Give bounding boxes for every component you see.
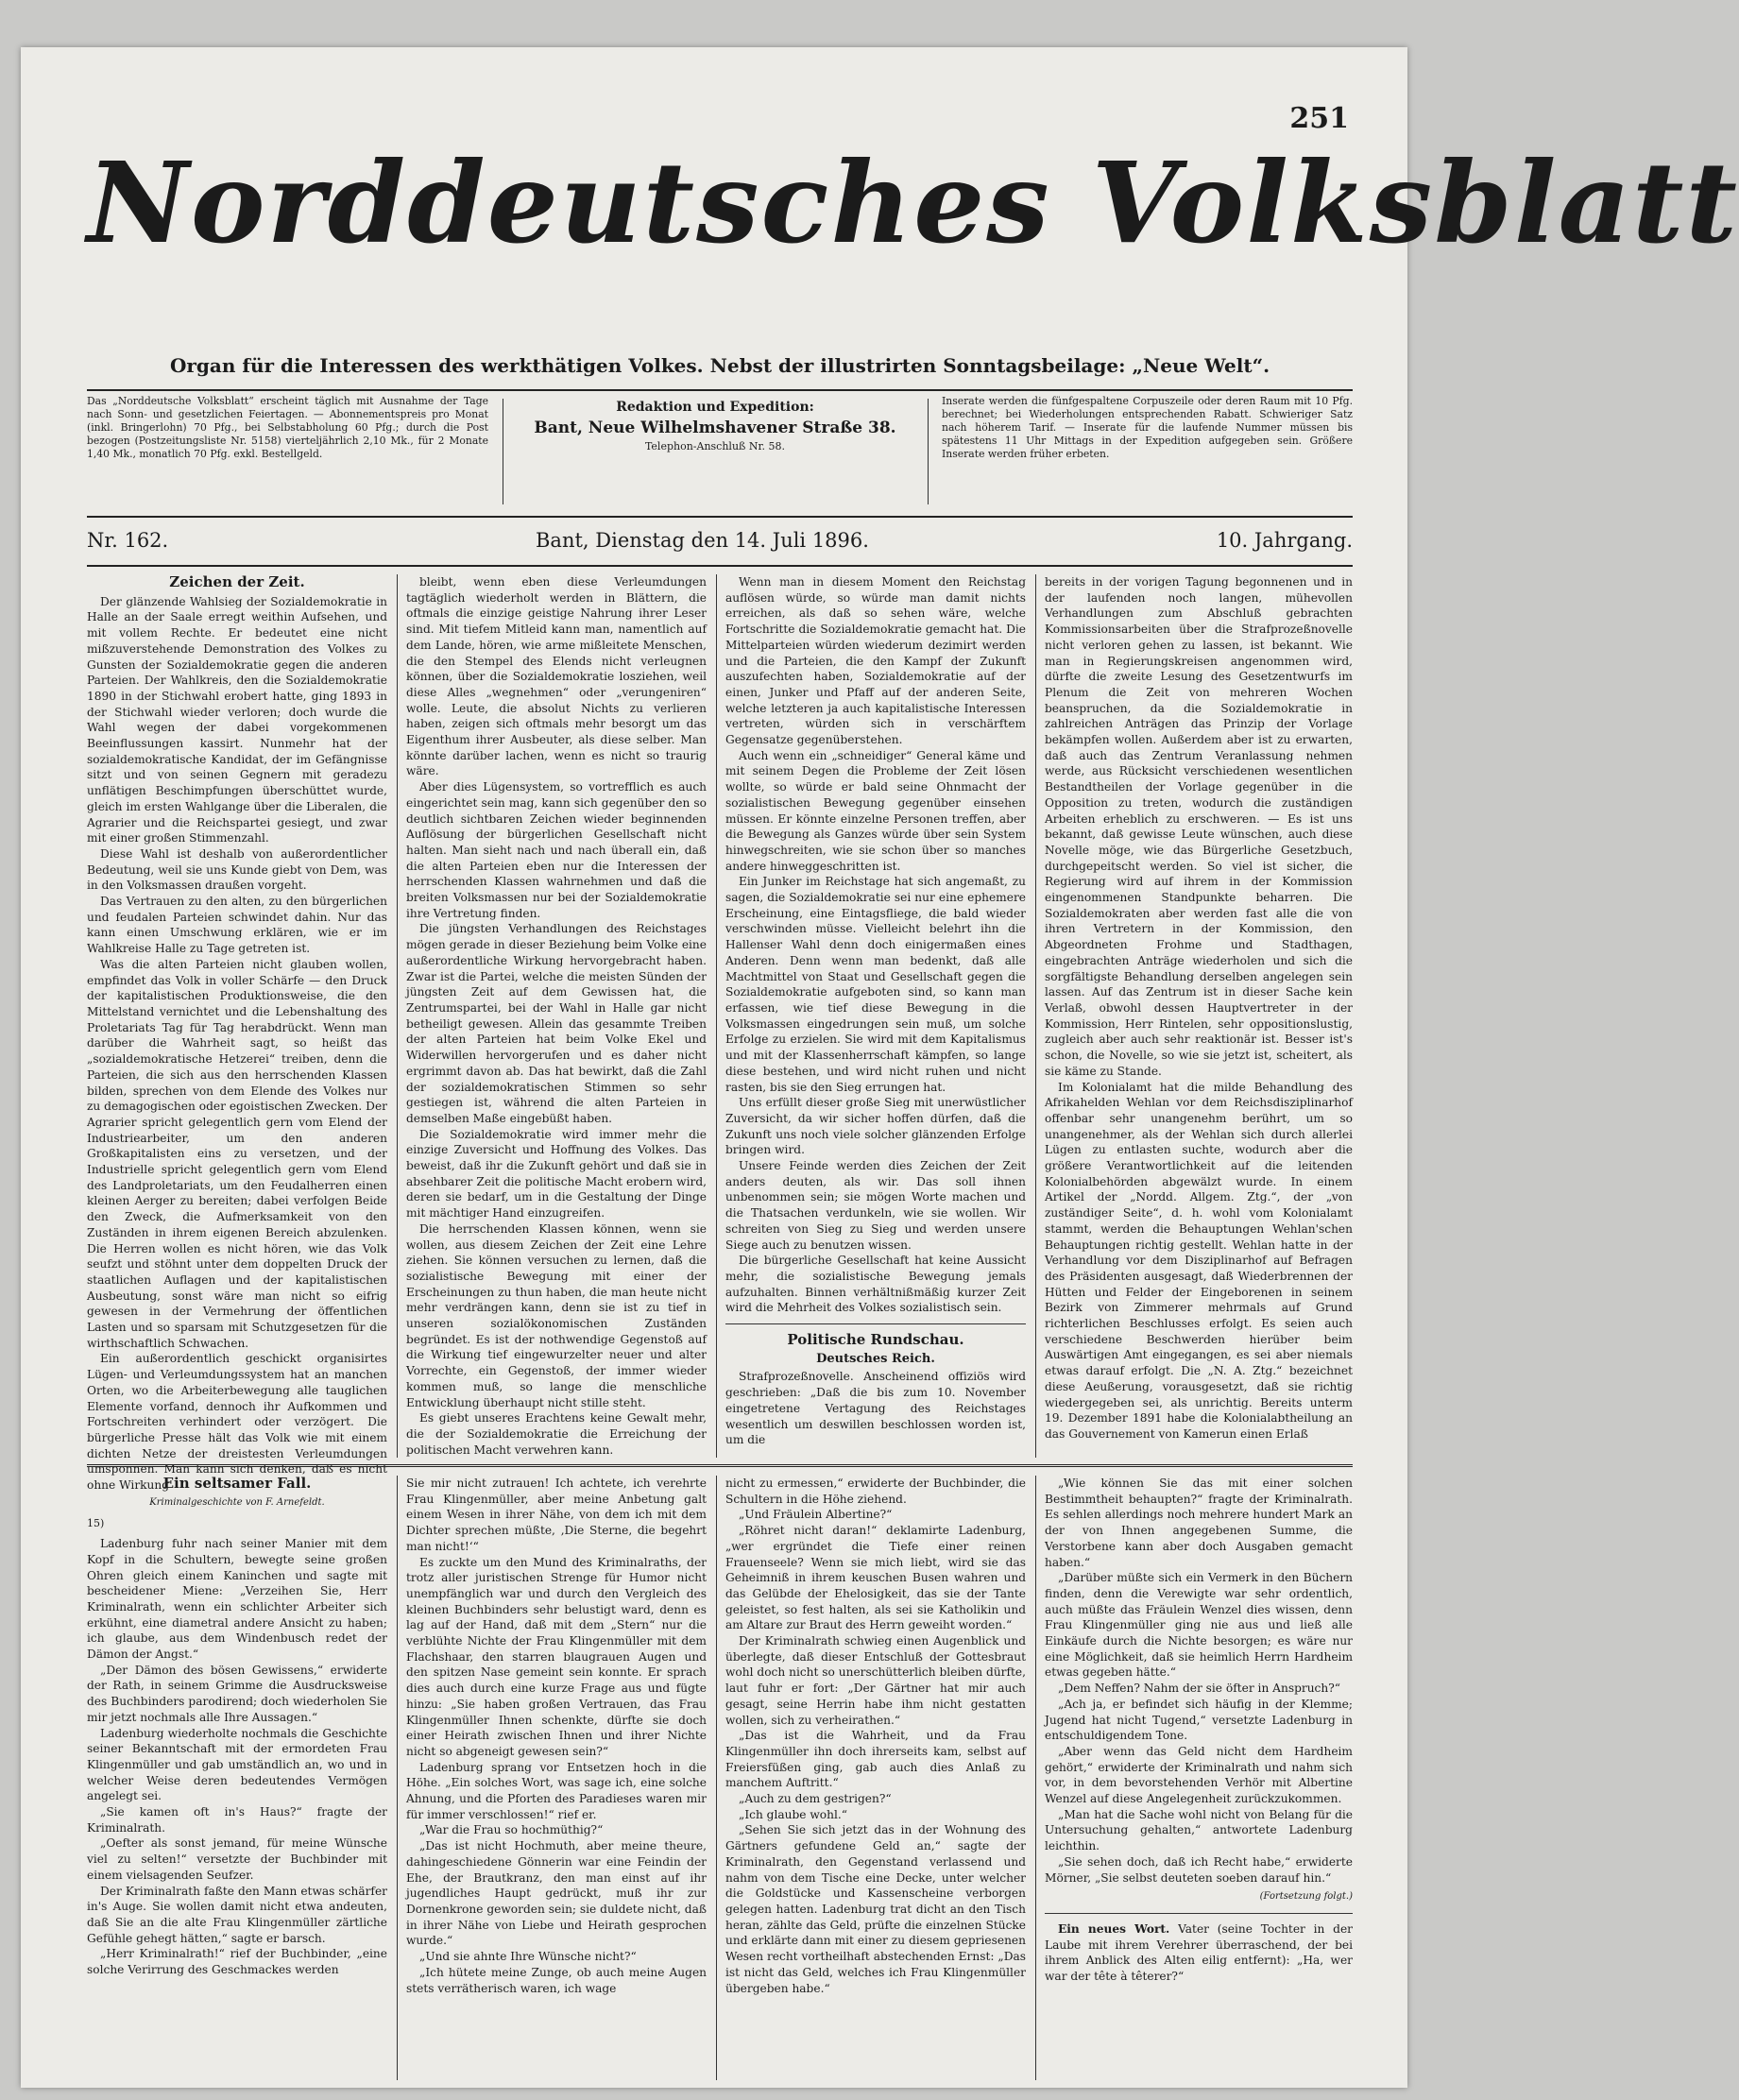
column-rule [1035,1476,1036,2080]
feuilleton-paragraph: „Herr Kriminalrath!“ rief der Buchbinder, „eine solche Verirrung des Geschmackes werden [87,1947,387,1977]
column-rule [397,574,398,1458]
article-paragraph: Im Kolonialamt hat die milde Behandlung des Afrikahelden Wehlan vor dem Reichsdisziplinarhof offenbar sehr unangenehm berührt, um so unangenehmer, als der Wehlan sich durch allerlei Lügen zu entlasten suchte, wodurch aber die größere Verantwortlichkeit auf die leitenden Kolonialbehörden abgewälzt wurde. In einem Artikel der „Nordd. Allgem. Ztg.“, der „von zuständiger Seite“, d. h. wohl vom Kolonialamt stammt, werden die Behauptungen Wehlan'schen Behauptungen richtig gestellt. Wehlan hatte in der Verhandlung vor dem Disziplinarhof auf Befragen des Präsidenten ausgesagt, daß Wiederbrennen der Hütten und Felder der Eingeborenen in seinem Bezirk von Zimmerer mehrmals auf Grund richterlichen Beschlusses erfolgt. Es seien auch verschiedene Beschwerden hierüber beim Auswärtigen Amt eingegangen, es sei aber niemals etwas darauf erfolgt. Die „N. A. Ztg.“ bezeichnet diese Aeußerung, vorausgesetzt, daß sie richtig wiedergegeben sei, als unrichtig. Bereits unterm 19. Dezember 1891 habe die Kolonialabtheilung an das Gouvernement von Kamerun einen Erlaß [1045,1080,1353,1441]
feuilleton-column-3 [725,1476,1026,2080]
feuilleton-rule [87,1464,1353,1467]
article-paragraph: Die jüngsten Verhandlungen des Reichstages mögen gerade in dieser Beziehung beim Volke eine außerordentliche Wirkung hervorgebracht haben. Zwar ist die Partei, welche die meisten Sünden der jüngsten Zeit auf dem Gewissen hat, die Zentrumspartei, bei der Wahl in Halle gar nicht betheiligt gewesen. Allein das gesammte Treiben der alten Parteien hat beim Volke Ekel und Widerwillen hervorgerufen und es daher nicht ergrimmt davon ab. Das hat bewirkt, daß die Zahl der sozialdemokratischen Stimmen so sehr gestiegen ist, während die alten Parteien in demselben Maße eingebüßt haben. [406,922,707,1125]
feuilleton-paragraph: „Oefter als sonst jemand, für meine Wünsche viel zu selten!“ versetzte der Buchbinder mit einem vielsagenden Seufzer. [87,1836,387,1882]
article-paragraph: Das Vertrauen zu den alten, zu den bürgerlichen und feudalen Parteien schwindet dahin. Nur das kann einen Umschwung erklären, wie er im Wahlkreise Halle zu Tage getreten ist. [87,895,387,956]
article-column-2 [406,574,707,1458]
article-column-3 [725,574,1026,1458]
article-paragraph: bereits in der vorigen Tagung begonnenen und in der laufenden noch langen, mühevollen Verhandlungen zum Abschluß gebrachten Kommissionsarbeiten über die Strafprozeßnovelle nicht verloren gehen zu lassen, ist bekannt. Wie man in Regierungskreisen angenommen wird, dürfte die zweite Lesung des Gesetzentwurfs im Plenum die Zeit von mehreren Wochen beanspruchen, da die Sozialdemokratie in zahlreichen Anträgen das Prinzip der Vorlage bekämpfen wollen. Außerdem aber ist zu erwarten, daß auch das Zentrum Veranlassung nehmen werde, aus Rücksicht verschiedenen wesentlichen Bestandtheilen der Vorlage gegenüber in die Opposition zu treten, wodurch die zuständigen Arbeiten erheblich zu erschweren. — Es ist uns bekannt, daß gewisse Leute wünschen, auch diese Novelle möge, wie das Bürgerliche Gesetzbuch, durchgepeitscht werden. So viel ist sicher, die Regierung wird auf ihrem in der Kommission eingenommenen Standpunkte beharren. Die Sozialdemokraten aber werden fast alle die von ihren Vertretern in der Kommission, den Abgeordneten Frohme und Stadthagen, eingebrachten Anträge wiederholen und sich die sorgfältigste Behandlung derselben angelegen sein lassen. Auf das Zentrum ist in dieser Sache kein Verlaß, obwohl dessen Hauptvertreter in der Kommission, Herr Rintelen, sehr oppositionslustig, zugleich aber auch sehr reaktionär ist. Besser ist's schon, die Novelle, so wie sie jetzt ist, scheitert, als sie käme zu Stande. [1045,575,1353,1078]
feuilleton-paragraph: „Ach ja, er befindet sich häufig in der Klemme; Jugend hat nicht Tugend,“ versetzte Ladenburg in entschuldigendem Tone. [1045,1697,1353,1743]
section-rule [725,1323,1026,1324]
feuilleton-paragraph: „Man hat die Sache wohl nicht von Belang für die Untersuchung gehalten,“ antwortete Ladenburg leichthin. [1045,1807,1353,1853]
article-paragraph: Die bürgerliche Gesellschaft hat keine Aussicht mehr, die sozialistische Bewegung jemals aufzuhalten. Binnen verhältnißmäßig kurzer Zeit wird die Mehrheit des Volkes sozialistisch sein. [725,1254,1026,1315]
feuilleton-paragraph: „Und sie ahnte Ihre Wünsche nicht?“ [419,1950,637,1964]
feuilleton-paragraph: „Ich glaube wohl.“ [739,1807,848,1821]
article-paragraph: Ein außerordentlich geschickt organisirtes Lügen- und Verleumdungssystem hat an manchen Orten, wo die Arbeiterbewegung alle tauglichen Elemente vorfand, dennoch ihr Aufkommen und Fortschreiten verhindert oder verzögert. Die bürgerliche Presse hält das Volk wie mit einem dichten Netze der dreistesten Verleumdungen umsponnen. Man kann sich denken, daß es nicht ohne Wirkung [87,1352,387,1493]
feuilleton-paragraph: „Sie kamen oft in's Haus?“ fragte der Kriminalrath. [87,1805,387,1835]
article-column-4 [1045,574,1353,1458]
page-content [87,47,1739,2088]
article-paragraph: Es giebt unseres Erachtens keine Gewalt mehr, die der Sozialdemokratie die Erreichung der politischen Macht verwehren kann. [406,1411,707,1457]
feuilleton-paragraph: „Sie sehen doch, daß ich Recht habe,“ erwiderte Mörner, „Sie selbst deuteten soeben darauf hin.“ [1045,1854,1353,1885]
misc-text: Vater (seine Tochter in der Laube mit ihrem Verehrer überraschend, der bei ihrem Anblick des Alten eilig entfernt): „Ha, wer war der tête à têterer?“ [1045,1921,1354,1984]
article-paragraph: Der glänzende Wahlsieg der Sozialdemokratie in Halle an der Saale erregt weithin Aufsehen, und mit vollem Rechte. Er bedeutet eine nicht mißzuverstehende Demonstration des Volkes zu Gunsten der Sozialdemokratie gegen die anderen Parteien. Der Wahlkreis, den die Sozialdemokratie 1890 in der Stichwahl erobert hatte, ging 1893 in der Stichwahl wieder verloren; doch wurde die Wahl wegen der dabei vorgekommenen Beeinflussungen kassirt. Nunmehr hat der sozialdemokratische Kandidat, der im Gefängnisse sitzt und von seinen Gegnern mit geradezu unflätigen Beschimpfungen überschüttet wurde, gleich im ersten Wahlgange über die Liberalen, die Agrarier und die Reichspartei gesiegt, und zwar mit einer großen Stimmenzahl. [87,594,387,845]
article-paragraph: Wenn man in diesem Moment den Reichstag auflösen würde, so würde man damit nichts erreichen, als daß so sehen wäre, welche Fortschritte die Sozialdemokratie gemacht hat. Die Mittelparteien würden wiederum dezimirt werden und die Parteien, die den Kampf der Zukunft auszufechten haben, Sozialdemokratie auf der einen, Junker und Pfaff auf der anderen Seite, welche letzteren ja auch kapitalistische Interessen vertreten, würden sich in verschärftem Gegensatze gegenüberstehen. [725,575,1026,747]
info-separator-right [928,399,929,504]
article-paragraph: Die herrschenden Klassen können, wenn sie wollen, aus diesem Zeichen der Zeit eine Lehre ziehen. Sie können versuchen zu lernen, daß die sozialistische Bewegung mit einer der Erscheinungen zu thun haben, die man heute nicht mehr verdrängen kann, denn sie ist zu tief in unseren sozialökonomischen Zuständen begründet. Es ist der nothwendige Gegenstoß auf die Wirkung tief eingewurzelter neuer und alter Vorrechte, ein Gegenstoß, der immer wieder kommen muß, so lange die menschliche Entwicklung überhaupt nicht stille steht. [406,1221,707,1409]
column-rule [1035,574,1036,1458]
office-heading: Redaktion und Expedition: [616,400,814,415]
header-rule-middle [87,516,1353,518]
issue-dateline [87,529,1353,561]
issue-volume: 10. Jahrgang. [1216,529,1353,552]
feuilleton-instalment-number: 15) [87,1517,105,1530]
article-paragraph: Was die alten Parteien nicht glauben wollen, empfindet das Volk in voller Schärfe — den Druck der kapitalistischen Produktionsweise, die den Mittelstand vernichtet und die Lebenshaltung des Proletariats Tag für Tag herabdrückt. Wenn man darüber die Wahrheit sagt, so heißt das „sozialdemokratische Hetzerei“ treiben, denn die Parteien, die sich aus den herrschenden Klassen bilden, sprechen von dem Elende des Volkes nur zu demagogischen oder egoistischen Zwecken. Der Agrarier spricht gelegentlich gern vom Elend der Industriearbeiter, um den anderen Großkapitalisten eins zu versetzen, und der Industrielle spricht gelegentlich gern vom Elend des Landproletariats, um den Feudalherren einen kleinen Aerger zu bereiten; dabei verfolgen Beide den Zweck, die Aufmerksamkeit von den Zuständen in ihrem eigenen Bereich abzulenken. Die Herren wollen es nicht hören, wie das Volk seufzt und stöhnt unter dem doppelten Druck der staatlichen Auflagen und der kapitalistischen Ausbeutung, sonst wäre man nicht so eifrig gewesen in der Vermehrung der öffentlichen Lasten und so sparsam mit Schutzgesetzen für die wirthschaftlich Schwachen. [87,957,387,1350]
issue-date: Bant, Dienstag den 14. Juli 1896. [536,529,869,552]
feuilleton-paragraph: „Auch zu dem gestrigen?“ [739,1792,892,1806]
feuilleton-paragraph: „Darüber müßte sich ein Vermerk in den Büchern finden, denn die Verewigte war sehr ordentlich, auch müßte das Fräulein Wenzel dies wissen, denn Frau Klingenmüller ging nie aus und ließ alle Einkäufe durch die Nichte besorgen; es wäre nur eine Möglichkeit, daß sie heimlich Herrn Hardheim etwas gegeben hätte.“ [1045,1571,1353,1680]
article-paragraph: Diese Wahl ist deshalb von außerordentlicher Bedeutung, weil sie uns Kunde giebt von Dem, was in den Volksmassen draußen vorgeht. [87,846,387,893]
misc-title: Ein neues Wort. [1058,1921,1170,1936]
article-paragraph: Auch wenn ein „schneidiger“ General käme und mit seinem Degen die Probleme der Zeit lösen wollte, so würde er bald seine Ohnmacht der sozialistischen Bewegung gegenüber einsehen müssen. Er könnte einzelne Personen treffen, aber die Bewegung als Ganzes würde über sein System hinwegschreiten, wie sie schon über so manches andere hinweggeschritten ist. [725,748,1026,873]
feuilleton-paragraph: „Wie können Sie das mit einer solchen Bestimmtheit behaupten?“ fragte der Kriminalrath. Es sehlen allerdings noch mehrere hundert Mark an der von Ihnen angegebenen Summe, die Verstorbene kann aber doch Ausgaben gemacht haben.“ [1045,1477,1353,1569]
header-rule-top [87,389,1353,391]
feuilleton-paragraph: Sie mir nicht zutrauen! Ich achtete, ich verehrte Frau Klingenmüller, aber meine Anbetung galt einem Wesen in ihrer Nähe, von dem ich mit dem Dichter sprechen müßte, ‚Die Sterne, die begehrt man nicht!‘“ [406,1477,707,1553]
feuilleton-paragraph: Ladenburg fuhr nach seiner Manier mit dem Kopf in die Schultern, bewegte seine großen Ohren gleich einem Kaninchen und sagte mit bescheidener Miene: „Verzeihen Sie, Herr Kriminalrath, wenn ein schlichter Arbeiter sich erkühnt, eine diametral andere Ansicht zu haben; ich glaube, aus dem Windenbusch redet der Dämon der Angst.“ [87,1537,387,1662]
feuilleton-column-4 [1045,1476,1353,2080]
feuilleton-subtitle: Kriminalgeschichte von F. Arnefeldt. [149,1496,325,1508]
continuation-note: (Fortsetzung folgt.) [1259,1891,1353,1903]
masthead-subtitle: Organ für die Interessen des werkthätigen Volkes. Nebst der illustrirten Sonntagsbeilage: „Neue Welt“. [169,354,1270,377]
feuilleton-paragraph: „Das ist die Wahrheit, und da Frau Klingenmüller ihn doch ihrerseits kam, selbst auf Freiersfüßen ging, gab auch dies Anlaß zu manchem Auftritt.“ [725,1729,1026,1790]
feuilleton-paragraph: Der Kriminalrath schwieg einen Augenblick und überlegte, daß dieser Entschluß der Gottesbraut wohl doch nicht so unerschütterlich bleiben dürfte, laut fuhr er fort: „Der Gärtner hat mir auch gesagt, seine Herrin habe ihm nicht gestatten wollen, sich zu verheirathen.“ [725,1634,1026,1727]
feuilleton-paragraph: nicht zu ermessen,“ erwiderte der Buchbinder, die Schultern in die Höhe ziehend. [725,1477,1026,1506]
feuilleton-paragraph: Der Kriminalrath faßte den Mann etwas schärfer in's Auge. Sie wollen damit nicht etwa andeuten, daß Sie an die alte Frau Klingenmüller zärtliche Gefühle gehegt hätten,“ sagte er barsch. [87,1884,387,1945]
article-paragraph: Die Sozialdemokratie wird immer mehr die einzige Zuversicht und Hoffnung des Volkes. Das beweist, daß ihr die Zukunft gehört und daß sie in absehbarer Zeit die politische Macht erobern wird, deren sie bedarf, um in die Gestaltung der Dinge mit mächtiger Hand einzugreifen. [406,1127,707,1221]
rundschau-paragraph: Strafprozeßnovelle. Anscheinend offiziös wird geschrieben: „Daß die bis zum 10. November eingetretene Vertagung des Reichstages wesentlich um deswillen beschlossen worden ist, um die [725,1370,1026,1447]
feuilleton-paragraph: „Und Fräulein Albertine?“ [739,1508,893,1522]
page-number: 251 [1289,102,1349,135]
feuilleton-title: Ein seltsamer Fall. [162,1475,312,1492]
feuilleton-paragraph: Es zuckte um den Mund des Kriminalraths, der trotz aller juristischen Strenge für Humor nicht unempfänglich war und durch den Vergleich des kleinen Buchbinders sehr belustigt ward, denn es lag auf der Hand, daß mit dem „Stern“ nur die verblühte Nichte der Frau Klingenmüller mit dem Flachshaar, den starren blaugrauen Augen und den spitzen Nase gemeint sein konnte. Er sprach dies auch durch eine kurze Frage aus und fügte hinzu: „Sie haben großen Vertrauen, das Frau Klingenmüller Ihnen schenkte, dürfte sie doch einer Heirath zwischen Ihnen und ihrer Nichte nicht so abgeneigt gewesen sein?“ [406,1555,707,1758]
feuilleton-paragraph: „War die Frau so hochmüthig?“ [419,1823,604,1837]
feuilleton-column-1 [87,1476,387,2080]
masthead-title: Norddeutsches Volksblatt [87,137,1739,268]
feuilleton-paragraph: „Das ist nicht Hochmuth, aber meine theure, dahingeschiedene Gönnerin war eine Feindin der Ehe, der Brautkranz, den man einst auf ihr jugendliches Haupt gedrückt, muß ihr zur Dornenkrone geworden sein; sie duldete nicht, daß in ihrer Nähe von Liebe und Heirath gesprochen wurde.“ [406,1839,707,1948]
header-rule-bottom [87,565,1353,567]
rundschau-title: Politische Rundschau. [787,1331,964,1349]
feuilleton-paragraph: „Röhret nicht daran!“ deklamirte Ladenburg, „wer ergründet die Tiefe einer reinen Frauenseele? Wenn sie mich liebt, wird sie das Geheimniß in ihrem keuschen Busen wahren und das Gelübde der Ehelosigkeit, das sie der Tante geleistet, so fest halten, als sei sie Katholikin und am Altare zur Braut des Herrn geweiht worden.“ [725,1524,1026,1632]
office-address: Bant, Neue Wilhelmshavener Straße 38. [534,418,896,437]
article-paragraph: Unsere Feinde werden dies Zeichen der Zeit anders deuten, als wir. Das soll ihnen unbenommen sein; sie mögen Worte machen und die Thatsachen verdunkeln, wie sie wollen. Wir schreiten von Sieg zu Sieg und werden unsere Siege auch zu benutzen wissen. [725,1159,1026,1252]
feuilleton-paragraph: „Der Dämon des bösen Gewissens,“ erwiderte der Rath, in seinem Grimme die Ausdrucksweise des Buchbinders parodirend; doch wiederholen Sie mir jetzt nochmals alle Ihre Aussagen.“ [87,1663,387,1724]
advertising-info: Inserate werden die fünfgespaltene Corpuszeile oder deren Raum mit 10 Pfg. berechnet; bei Wiederholungen entsprechenden Rabatt. Schwieriger Satz nach höherem Tarif. — Inserate für die laufende Nummer müssen bis spätestens 11 Uhr Mittags in der Expedition aufgegeben sein. Größere Inserate werden früher erbeten. [942,395,1353,460]
office-telephone: Telephon-Anschluß Nr. 58. [644,440,786,452]
feuilleton-paragraph: Ladenburg wiederholte nochmals die Geschichte seiner Bekanntschaft mit der ermordeten Frau Klingenmüller und gab umständlich an, wo und in welcher Weise deren bedeutendes Vermögen angelegt sei. [87,1726,387,1803]
feuilleton-paragraph: Ladenburg sprang vor Entsetzen hoch in die Höhe. „Ein solches Wort, was sage ich, eine solche Ahnung, und die Pforten des Paradieses waren mir für immer verschlossen!“ rief er. [406,1760,707,1821]
article-title: Zeichen der Zeit. [169,573,305,590]
feuilleton-column-2 [406,1476,707,2080]
article-paragraph: Uns erfüllt dieser große Sieg mit unerwüstlicher Zuversicht, da wir sicher hoffen dürfen, daß die Zukunft uns noch viele solcher glänzenden Erfolge bringen wird. [725,1096,1026,1157]
column-rule [397,1476,398,2080]
feuilleton-paragraph: „Ich hütete meine Zunge, ob auch meine Augen stets verrätherisch waren, ich wage [406,1965,707,1995]
article-paragraph: Ein Junker im Reichstage hat sich angemaßt, zu sagen, die Sozialdemokratie sei nur eine ephemere Erscheinung, eine Eintagsfliege, die bald wieder verschwinden müsse. Vielleicht belehrt ihn die Hallenser Wahl denn doch einigermaßen eines Anderen. Denn wenn man bedenkt, daß alle Machtmittel von Staat und Gesellschaft gegen die Sozialdemokratie aufgeboten sind, so kann man erfassen, wie tief diese Bewegung in die Volksmassen eingedrungen sein muß, um solche Erfolge zu erzielen. Sie wird mit dem Kapitalismus und mit der Klassenherrschaft kämpfen, so lange diese bestehen, und wird nicht ruhen und nicht rasten, bis sie den Sieg errungen hat. [725,875,1026,1094]
editorial-office-info [517,395,913,508]
newspaper-page [21,47,1739,2088]
article-paragraph: bleibt, wenn eben diese Verleumdungen tagtäglich wiederholt werden in Blättern, die oftmals die einzige geistige Nahrung ihrer Leser sind. Mit tiefem Mitleid kann man, namentlich auf dem Lande, hören, wie arme mißleitete Menschen, die den Stempel des Elends nicht verleugnen können, über die Sozialdemokratie losziehen, weil diese Alles „wegnehmen“ oder „verungeniren“ wolle. Leute, die absolut Nichts zu verlieren haben, zeigen sich oftmals mehr besorgt um das Eigenthum ihrer Ausbeuter, als diese selber. Man könnte darüber lachen, wenn es nicht so traurig wäre. [406,575,707,778]
article-paragraph: Aber dies Lügensystem, so vortrefflich es auch eingerichtet sein mag, kann sich gegenüber den so deutlich sichtbaren Zeichen wieder beginnenden Auflösung der bürgerlichen Gesellschaft nicht halten. Man sieht nach und nach überall ein, daß die alten Parteien eben nur die Interessen der herrschenden Klassen wahrnehmen und daß die breiten Volksmassen nur bei der Sozialdemokratie ihre Vertretung finden. [406,780,707,920]
feuilleton-paragraph: „Dem Neffen? Nahm der sie öfter in Anspruch?“ [1058,1682,1340,1696]
issue-number: Nr. 162. [87,529,169,552]
subscription-info: Das „Norddeutsche Volksblatt“ erscheint täglich mit Ausnahme der Tage nach Sonn- und gesetzlichen Feiertagen. — Abonnementspreis pro Monat (inkl. Bringerlohn) 70 Pfg., bei Selbstabholung 60 Pfg.; durch die Post bezogen (Postzeitungsliste Nr. 5158) vierteljährlich 2,10 Mk., für 2 Monate 1,40 Mk., monatlich 70 Pfg. exkl. Bestellgeld. [87,395,488,460]
column-rule [716,1476,717,2080]
feuilleton-paragraph: „Sehen Sie sich jetzt das in der Wohnung des Gärtners gefundene Geld an,“ sagte der Kriminalrath, den Gegenstand verlassend und nahm von dem Tische eine Decke, unter welcher die Goldstücke und Kassenscheine verborgen gelegen hatten. Ladenburg trat dicht an den Tisch heran, zählte das Geld, prüfte die einzelnen Stücke und erklärte dann mit einer zu diesem gepriesenen Wesen recht vortheilhaft abstechenden Ernst: „Das ist nicht das Geld, welches ich Frau Klingenmüller übergeben habe.“ [725,1823,1026,1995]
misc-paragraph [1045,1921,1353,1985]
feuilleton-paragraph: „Aber wenn das Geld nicht dem Hardheim gehört,“ erwiderte der Kriminalrath und nahm sich vor, in dem bevorstehenden Verhör mit Albertine Wenzel auf diese Angelegenheit zurückzukommen. [1045,1744,1353,1806]
section-rule [1045,1913,1353,1914]
column-rule [716,574,717,1458]
rundschau-subtitle: Deutsches Reich. [816,1351,935,1366]
